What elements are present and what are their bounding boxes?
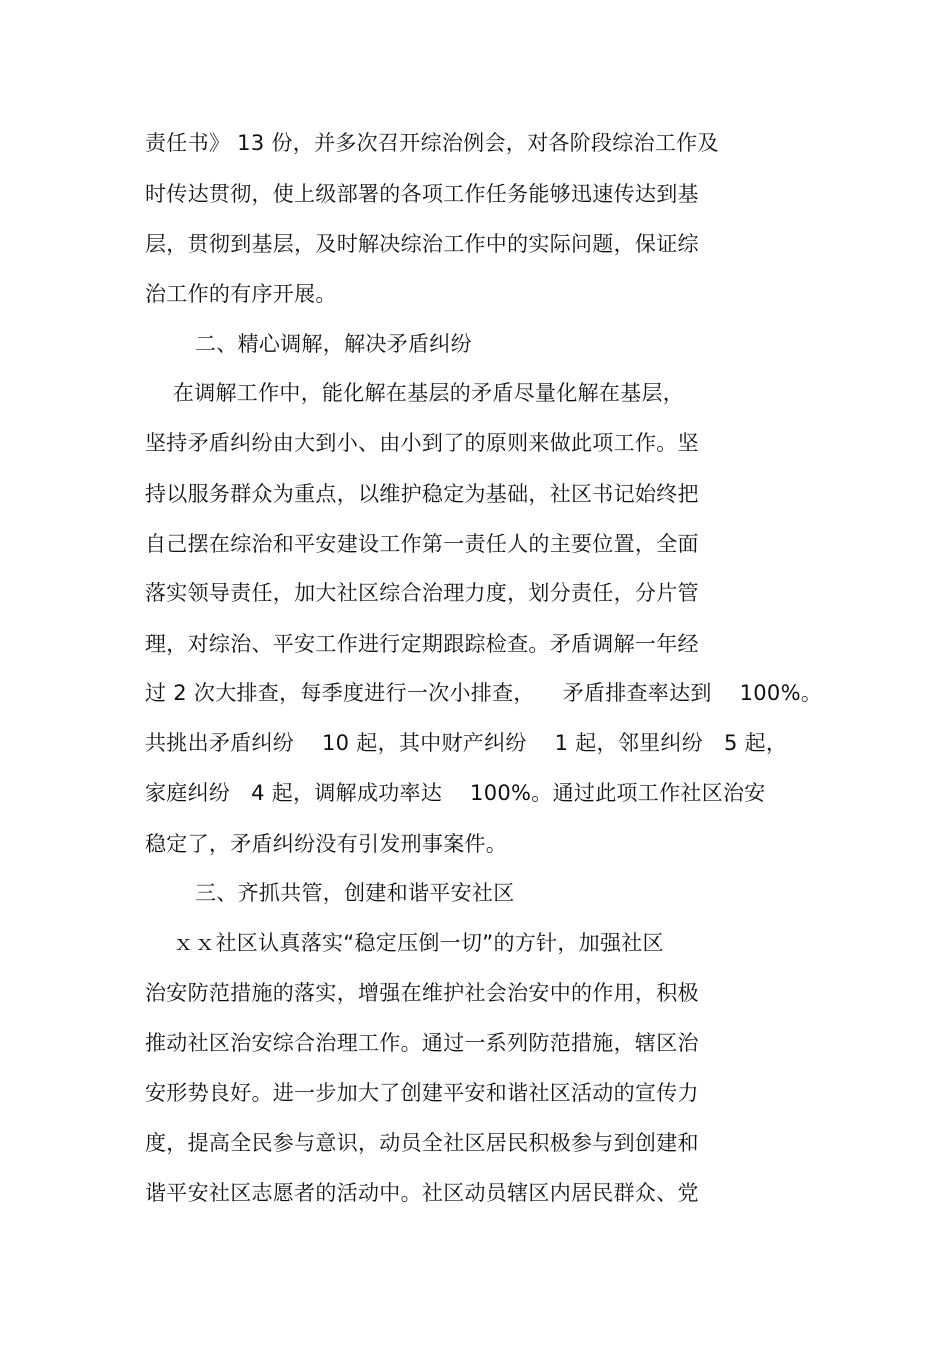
text-line: 谐平安社区志愿者的活动中。社区动员辖区内居民群众、党	[145, 1181, 699, 1205]
text-line: ｘｘ社区认真落实“稳定压倒一切”的方针，加强社区	[145, 931, 664, 955]
text-line: 落实领导责任，加大社区综合治理力度，划分责任，分片管	[145, 581, 699, 605]
text-line: 持以服务群众为重点，以维护稳定为基础，社区书记始终把	[145, 482, 699, 506]
text-line: 自己摆在综治和平安建设工作第一责任人的主要位置，全面	[145, 532, 699, 556]
text-line: 坚持矛盾纠纷由大到小、由小到了的原则来做此项工作。坚	[145, 431, 699, 455]
text-line: 稳定了，矛盾纠纷没有引发刑事案件。	[145, 832, 508, 856]
text-line: 共挑出矛盾纠纷 10 起，其中财产纠纷 1 起，邻里纠纷 5 起，	[145, 731, 788, 755]
text-line: 责任书》 13 份，并多次召开综治例会，对各阶段综治工作及	[145, 131, 719, 155]
text-line: 家庭纠纷 4 起，调解成功率达 100%。通过此项工作社区治安	[145, 781, 766, 805]
text-line: 度，提高全民参与意识，动员全社区居民积极参与到创建和	[145, 1131, 699, 1155]
section-heading: 三、齐抓共管，创建和谐平安社区	[195, 881, 515, 905]
text-line: 时传达贯彻，使上级部署的各项工作任务能够迅速传达到基	[145, 182, 699, 206]
text-line: 过 2 次大排查，每季度进行一次小排查， 矛盾排查率达到 100%。	[145, 681, 823, 705]
text-line: 在调解工作中，能化解在基层的矛盾尽量化解在基层，	[145, 381, 685, 405]
text-line: 治工作的有序开展。	[145, 282, 337, 306]
text-line: 理，对综治、平安工作进行定期跟踪检查。矛盾调解一年经	[145, 632, 699, 656]
text-line: 安形势良好。进一步加大了创建平安和谐社区活动的宣传力	[145, 1081, 699, 1105]
text-line: 治安防范措施的落实，增强在维护社会治安中的作用，积极	[145, 981, 699, 1005]
text-line: 层，贯彻到基层，及时解决综治工作中的实际问题，保证综	[145, 232, 699, 256]
text-line: 推动社区治安综合治理工作。通过一系列防范措施，辖区治	[145, 1031, 699, 1055]
section-heading: 二、精心调解，解决矛盾纠纷	[195, 332, 472, 356]
